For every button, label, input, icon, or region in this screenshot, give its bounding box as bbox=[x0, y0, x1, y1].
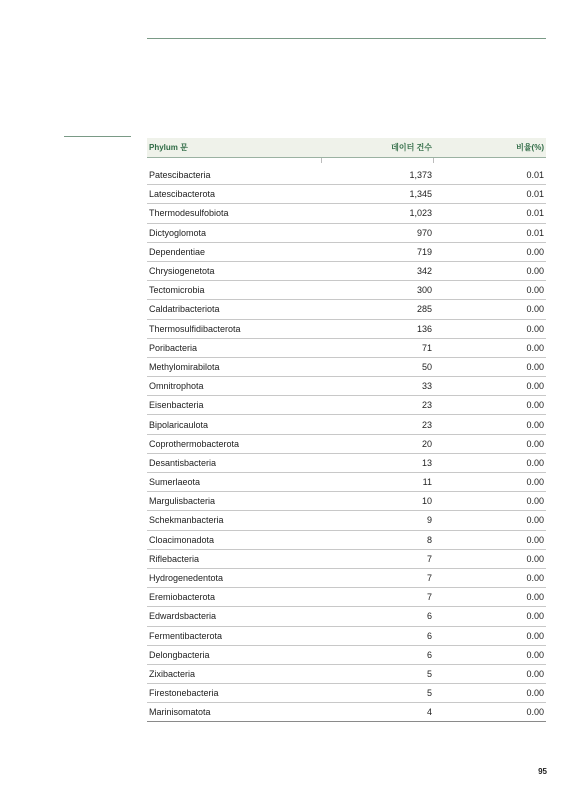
ratio-cell: 0.00 bbox=[434, 473, 546, 492]
phylum-cell: Zixibacteria bbox=[147, 664, 322, 683]
count-cell: 20 bbox=[322, 434, 434, 453]
ratio-cell: 0.00 bbox=[434, 319, 546, 338]
table-row bbox=[147, 684, 546, 703]
ratio-cell: 0.01 bbox=[434, 223, 546, 242]
phylum-cell: Firestonebacteria bbox=[147, 684, 322, 703]
phylum-cell: Delongbacteria bbox=[147, 645, 322, 664]
ratio-cell: 0.01 bbox=[434, 185, 546, 204]
table-row bbox=[147, 703, 546, 722]
phylum-cell: Fermentibacterota bbox=[147, 626, 322, 645]
phylum-cell: Edwardsbacteria bbox=[147, 607, 322, 626]
count-cell: 71 bbox=[322, 338, 434, 357]
ratio-cell: 0.00 bbox=[434, 434, 546, 453]
spacer-cell bbox=[147, 158, 322, 167]
table-row bbox=[147, 204, 546, 223]
ratio-cell: 0.00 bbox=[434, 242, 546, 261]
ratio-cell: 0.00 bbox=[434, 626, 546, 645]
phylum-cell: Dictyoglomota bbox=[147, 223, 322, 242]
phylum-cell: Dependentiae bbox=[147, 242, 322, 261]
table-row bbox=[147, 645, 546, 664]
table-row bbox=[147, 338, 546, 357]
count-cell: 23 bbox=[322, 396, 434, 415]
phylum-cell: Omnitrophota bbox=[147, 377, 322, 396]
phylum-cell: Tectomicrobia bbox=[147, 281, 322, 300]
table-row bbox=[147, 166, 546, 185]
count-cell: 6 bbox=[322, 645, 434, 664]
phylum-cell: Bipolaricaulota bbox=[147, 415, 322, 434]
ratio-cell: 0.00 bbox=[434, 703, 546, 722]
table-row bbox=[147, 607, 546, 626]
phylum-cell: Eisenbacteria bbox=[147, 396, 322, 415]
ratio-cell: 0.00 bbox=[434, 549, 546, 568]
phylum-cell: Thermodesulfobiota bbox=[147, 204, 322, 223]
table-row bbox=[147, 300, 546, 319]
ratio-cell: 0.01 bbox=[434, 166, 546, 185]
count-cell: 1,345 bbox=[322, 185, 434, 204]
table-row bbox=[147, 434, 546, 453]
phylum-cell: Schekmanbacteria bbox=[147, 511, 322, 530]
count-cell: 5 bbox=[322, 684, 434, 703]
count-cell: 13 bbox=[322, 453, 434, 472]
phylum-cell: Marinisomatota bbox=[147, 703, 322, 722]
table-row bbox=[147, 568, 546, 587]
count-cell: 136 bbox=[322, 319, 434, 338]
ratio-cell: 0.01 bbox=[434, 204, 546, 223]
count-cell: 7 bbox=[322, 549, 434, 568]
ratio-cell: 0.00 bbox=[434, 684, 546, 703]
spacer-cell bbox=[322, 158, 434, 167]
phylum-cell: Poribacteria bbox=[147, 338, 322, 357]
phylum-cell: Riflebacteria bbox=[147, 549, 322, 568]
ratio-cell: 0.00 bbox=[434, 261, 546, 280]
phylum-cell: Latescibacterota bbox=[147, 185, 322, 204]
phylum-cell: Margulisbacteria bbox=[147, 492, 322, 511]
count-cell: 285 bbox=[322, 300, 434, 319]
ratio-cell: 0.00 bbox=[434, 281, 546, 300]
page-number: 95 bbox=[538, 767, 547, 776]
phylum-cell: Patescibacteria bbox=[147, 166, 322, 185]
ratio-cell: 0.00 bbox=[434, 530, 546, 549]
ratio-cell: 0.00 bbox=[434, 607, 546, 626]
count-cell: 4 bbox=[322, 703, 434, 722]
count-cell: 23 bbox=[322, 415, 434, 434]
count-cell: 8 bbox=[322, 530, 434, 549]
header-phylum: Phylum 문 bbox=[147, 138, 322, 158]
table-row bbox=[147, 473, 546, 492]
phylum-cell: Thermosulfidibacterota bbox=[147, 319, 322, 338]
count-cell: 342 bbox=[322, 261, 434, 280]
ratio-cell: 0.00 bbox=[434, 377, 546, 396]
count-cell: 50 bbox=[322, 357, 434, 376]
phylum-cell: Desantisbacteria bbox=[147, 453, 322, 472]
ratio-cell: 0.00 bbox=[434, 453, 546, 472]
phylum-table bbox=[147, 138, 546, 722]
phylum-cell: Caldatribacteriota bbox=[147, 300, 322, 319]
ratio-cell: 0.00 bbox=[434, 664, 546, 683]
phylum-cell: Hydrogenedentota bbox=[147, 568, 322, 587]
side-rule bbox=[64, 136, 131, 137]
count-cell: 6 bbox=[322, 607, 434, 626]
table-row bbox=[147, 453, 546, 472]
table-row bbox=[147, 588, 546, 607]
spacer-cell bbox=[434, 158, 546, 167]
header-ratio: 비율(%) bbox=[434, 138, 546, 158]
ratio-cell: 0.00 bbox=[434, 338, 546, 357]
table-row bbox=[147, 261, 546, 280]
phylum-cell: Chrysiogenetota bbox=[147, 261, 322, 280]
phylum-cell: Sumerlaeota bbox=[147, 473, 322, 492]
count-cell: 970 bbox=[322, 223, 434, 242]
table-row bbox=[147, 549, 546, 568]
count-cell: 6 bbox=[322, 626, 434, 645]
ratio-cell: 0.00 bbox=[434, 588, 546, 607]
count-cell: 10 bbox=[322, 492, 434, 511]
table-row bbox=[147, 319, 546, 338]
ratio-cell: 0.00 bbox=[434, 396, 546, 415]
count-cell: 7 bbox=[322, 588, 434, 607]
ratio-cell: 0.00 bbox=[434, 645, 546, 664]
table-row bbox=[147, 396, 546, 415]
top-rule bbox=[147, 38, 546, 39]
table-row bbox=[147, 357, 546, 376]
table-row bbox=[147, 377, 546, 396]
ratio-cell: 0.00 bbox=[434, 300, 546, 319]
table-row bbox=[147, 492, 546, 511]
count-cell: 7 bbox=[322, 568, 434, 587]
count-cell: 300 bbox=[322, 281, 434, 300]
table-row bbox=[147, 242, 546, 261]
header-spacer-row bbox=[147, 158, 546, 167]
table-row bbox=[147, 511, 546, 530]
count-cell: 5 bbox=[322, 664, 434, 683]
ratio-cell: 0.00 bbox=[434, 511, 546, 530]
phylum-cell: Cloacimonadota bbox=[147, 530, 322, 549]
ratio-cell: 0.00 bbox=[434, 568, 546, 587]
phylum-cell: Eremiobacterota bbox=[147, 588, 322, 607]
table-header-row bbox=[147, 138, 546, 158]
count-cell: 11 bbox=[322, 473, 434, 492]
table-row bbox=[147, 223, 546, 242]
count-cell: 1,373 bbox=[322, 166, 434, 185]
ratio-cell: 0.00 bbox=[434, 492, 546, 511]
table-row bbox=[147, 530, 546, 549]
count-cell: 9 bbox=[322, 511, 434, 530]
table-row bbox=[147, 185, 546, 204]
header-count: 데이터 건수 bbox=[322, 138, 434, 158]
ratio-cell: 0.00 bbox=[434, 357, 546, 376]
count-cell: 1,023 bbox=[322, 204, 434, 223]
table-row bbox=[147, 281, 546, 300]
count-cell: 33 bbox=[322, 377, 434, 396]
count-cell: 719 bbox=[322, 242, 434, 261]
phylum-cell: Methylomirabilota bbox=[147, 357, 322, 376]
table-row bbox=[147, 664, 546, 683]
table-row bbox=[147, 626, 546, 645]
ratio-cell: 0.00 bbox=[434, 415, 546, 434]
phylum-cell: Coprothermobacterota bbox=[147, 434, 322, 453]
table-row bbox=[147, 415, 546, 434]
